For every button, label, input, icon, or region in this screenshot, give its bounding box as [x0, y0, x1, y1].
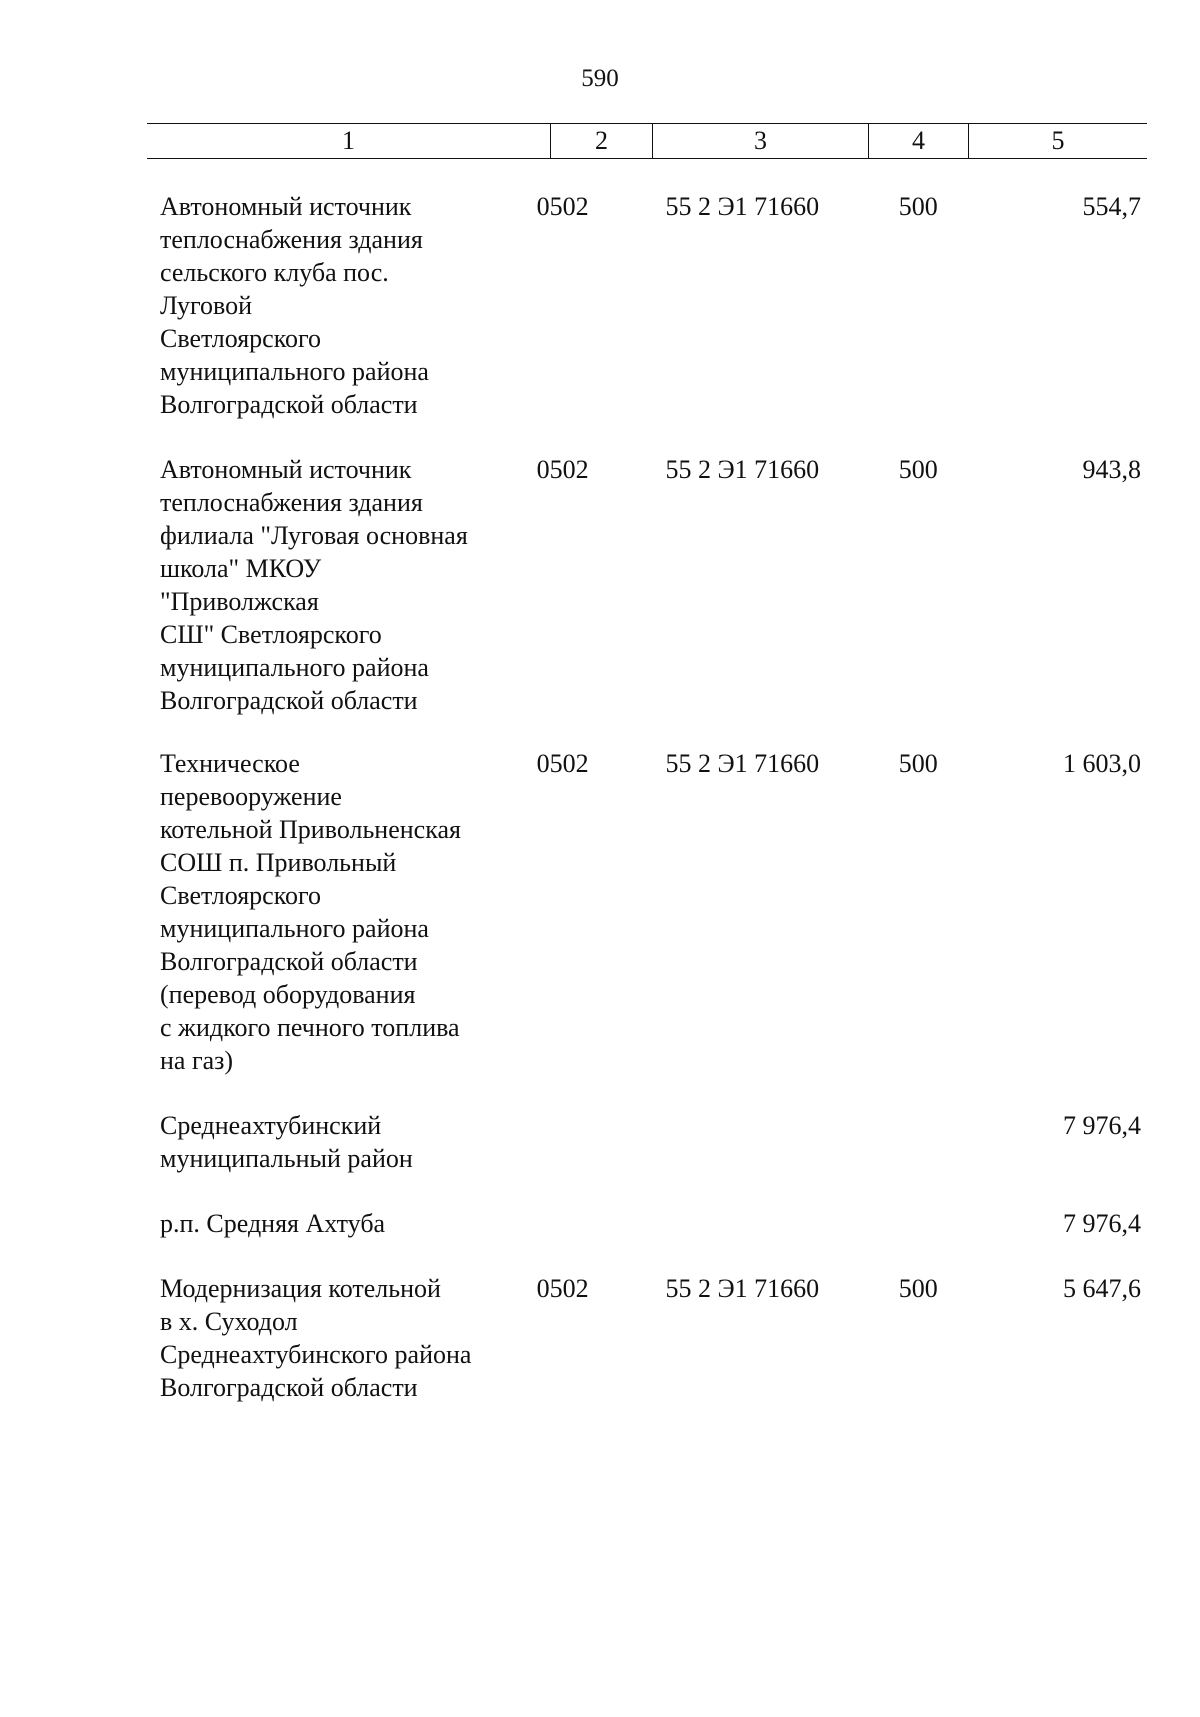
- table-row: [147, 1109, 1147, 1175]
- table-row: [147, 190, 1147, 421]
- row-type: [879, 1109, 974, 1175]
- row-target: 55 2 Э1 71660: [665, 1274, 820, 1303]
- row-name: Автономный источник теплоснабжения здания сельского клуба пос. Луговой Светлоярского муниципального района Волгоградской области: [160, 192, 429, 419]
- header-col-4: 4: [868, 124, 968, 158]
- table-row: [147, 1272, 1147, 1404]
- row-section: 0502: [536, 1274, 589, 1303]
- row-target: [625, 1109, 878, 1175]
- row-spacer: [147, 717, 1147, 747]
- row-spacer: [147, 421, 1147, 453]
- row-spacer: [147, 1240, 1147, 1272]
- header-col-3: 3: [652, 124, 868, 158]
- table-body: [147, 190, 1147, 1404]
- row-type: 500: [898, 749, 938, 778]
- row-type: 500: [898, 192, 938, 221]
- header-col-2: 2: [550, 124, 652, 158]
- row-amount: 1 603,0: [1063, 749, 1141, 778]
- row-target: 55 2 Э1 71660: [665, 749, 820, 778]
- row-name: Автономный источник теплоснабжения здания филиала "Луговая основная школа" МКОУ "Приволжская СШ" Светлоярского муниципального района Волгоградской области: [160, 455, 468, 715]
- row-amount: 5 647,6: [1063, 1274, 1141, 1303]
- row-amount: 7 976,4: [1063, 1111, 1141, 1140]
- row-name: Модернизация котельной в х. Суходол Среднеахтубинского района Волгоградской области: [160, 1274, 472, 1402]
- row-section: 0502: [536, 455, 589, 484]
- row-type: [879, 1207, 974, 1240]
- row-name: Техническое перевооружение котельной Привольненская СОШ п. Привольный Светлоярского муниципального района Волгоградской области (перевод оборудования с жидкого печного топлива на газ): [160, 749, 461, 1075]
- table-row: [147, 747, 1147, 1077]
- row-section: [485, 1109, 626, 1175]
- header-col-1: 1: [342, 126, 355, 155]
- row-target: 55 2 Э1 71660: [665, 192, 820, 221]
- row-spacer: [147, 1077, 1147, 1109]
- page-number: 590: [581, 65, 619, 92]
- table-row: [147, 1207, 1147, 1240]
- row-target: 55 2 Э1 71660: [665, 455, 820, 484]
- header-col-5: 5: [968, 124, 1147, 158]
- table-header: [147, 123, 1147, 159]
- row-section: [485, 1207, 626, 1240]
- row-amount: 7 976,4: [1063, 1209, 1141, 1238]
- row-target: [625, 1207, 878, 1240]
- table-row: [147, 453, 1147, 717]
- row-name: Среднеахтубинский муниципальный район: [160, 1111, 413, 1173]
- row-amount: 554,7: [1082, 192, 1141, 221]
- row-name: р.п. Средняя Ахтуба: [160, 1209, 386, 1238]
- row-amount: 943,8: [1082, 455, 1141, 484]
- row-section: 0502: [536, 192, 589, 221]
- row-type: 500: [898, 1274, 938, 1303]
- row-section: 0502: [536, 749, 589, 778]
- row-spacer: [147, 1175, 1147, 1207]
- row-type: 500: [898, 455, 938, 484]
